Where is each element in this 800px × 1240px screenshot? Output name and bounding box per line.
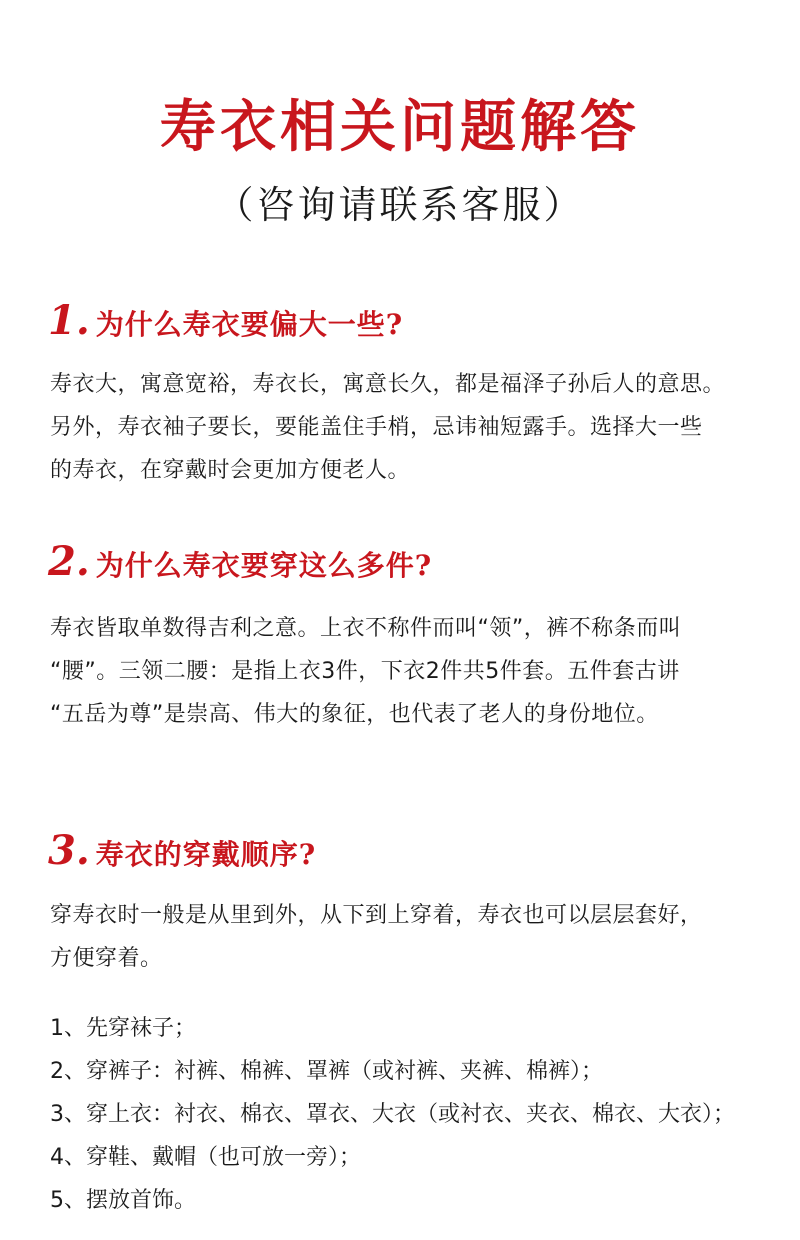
question-heading-2: [48, 537, 432, 587]
answer-line: 穿寿衣时一般是从里到外，从下到上穿着，寿衣也可以层层套好，: [50, 903, 703, 928]
page-subtitle: （咨询请联系客服）: [215, 183, 585, 227]
list-item: 4、穿鞋、戴帽（也可放一旁）；: [50, 1145, 361, 1170]
answer-line: “腰”。三领二腰：是指上衣3件，下衣2件共5件套。五件套古讲: [50, 659, 680, 684]
question-text: 寿衣的穿戴顺序?: [95, 838, 317, 871]
answer-line: 寿衣大，寓意宽裕，寿衣长，寓意长久，都是福泽子孙后人的意思。: [50, 372, 726, 397]
question-text: 为什么寿衣要偏大一些?: [95, 308, 404, 341]
answer-line: 寿衣皆取单数得吉利之意。上衣不称件而叫“领”，裤不称条而叫: [50, 616, 682, 641]
answer-line: “五岳为尊”是崇高、伟大的象征，也代表了老人的身份地位。: [50, 702, 659, 727]
answer-paragraph-2: [50, 607, 760, 736]
list-item: 1、先穿袜子；: [50, 1016, 196, 1041]
page-title: 寿衣相关问题解答: [160, 94, 640, 160]
list-item: 3、穿上衣：衬衣、棉衣、罩衣、大衣（或衬衣、夹衣、棉衣、大衣）；: [50, 1102, 735, 1127]
question-heading-3: [48, 826, 316, 876]
question-number: 2.: [48, 538, 90, 585]
answer-line: 另外，寿衣袖子要长，要能盖住手梢，忌讳袖短露手。选择大一些: [50, 415, 703, 440]
answer-paragraph-3: [50, 894, 760, 980]
question-number: 1.: [48, 297, 90, 344]
question-number: 3.: [48, 827, 90, 874]
answer-paragraph-1: [50, 363, 760, 492]
list-item: 2、穿裤子：衬裤、棉裤、罩裤（或衬裤、夹裤、棉裤）；: [50, 1059, 603, 1084]
question-text: 为什么寿衣要穿这么多件?: [95, 549, 433, 582]
dressing-steps-list: [50, 1007, 760, 1222]
answer-line: 的寿衣，在穿戴时会更加方便老人。: [50, 458, 411, 483]
answer-line: 方便穿着。: [50, 946, 163, 971]
question-heading-1: [48, 296, 403, 346]
list-item: 5、摆放首饰。: [50, 1188, 196, 1213]
